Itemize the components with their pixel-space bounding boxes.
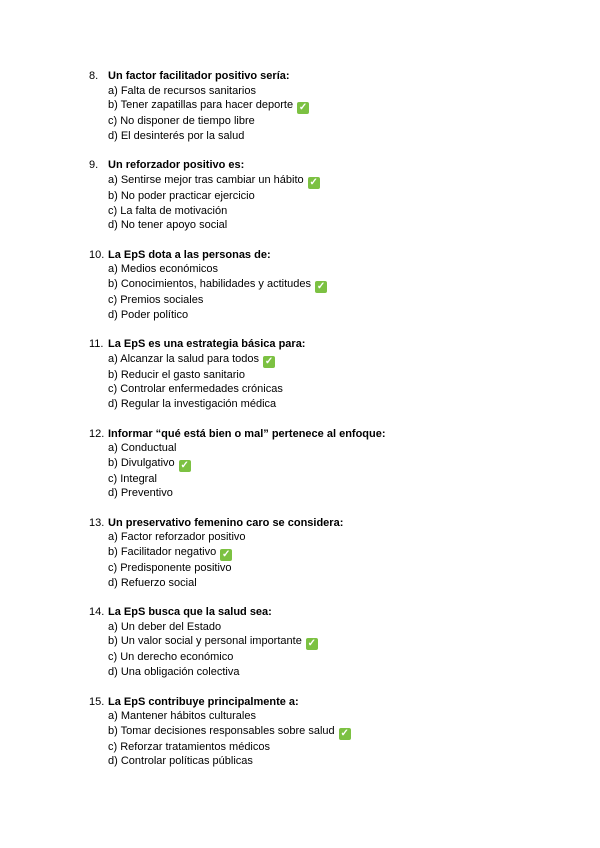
question-text: Informar “qué está bien o mal” pertenece al enfoque: bbox=[108, 427, 386, 440]
question-number: 14. bbox=[89, 606, 105, 619]
question-heading bbox=[89, 248, 559, 263]
question-heading bbox=[89, 337, 559, 352]
check-mark-icon: ✓ bbox=[307, 638, 316, 650]
answer-option bbox=[108, 293, 559, 308]
question-item bbox=[89, 695, 559, 769]
check-mark-icon: ✓ bbox=[309, 176, 318, 188]
answer-option-text: d) Poder político bbox=[108, 308, 189, 321]
question-item bbox=[89, 605, 559, 679]
answer-option bbox=[108, 665, 559, 680]
question-heading bbox=[89, 69, 559, 84]
question-item bbox=[89, 337, 559, 411]
answer-option bbox=[108, 576, 559, 591]
question-text: La EpS dota a las personas de: bbox=[108, 248, 271, 261]
answer-option bbox=[108, 382, 559, 397]
answer-option-text: b) Tener zapatillas para hacer deporte bbox=[108, 99, 294, 112]
answer-option-text: a) Sentirse mejor tras cambiar un hábito bbox=[108, 173, 304, 186]
question-item bbox=[89, 69, 559, 143]
question-number: 8. bbox=[89, 70, 99, 82]
question-number: 13. bbox=[89, 516, 105, 529]
question-text: Un preservativo femenino caro se considera: bbox=[108, 516, 344, 529]
answer-option-text: d) Refuerzo social bbox=[108, 576, 197, 589]
answer-option bbox=[108, 173, 559, 189]
question-heading bbox=[89, 516, 559, 531]
answer-option-text: d) Una obligación colectiva bbox=[108, 666, 240, 679]
answer-option bbox=[108, 308, 559, 323]
answer-option-text: c) La falta de motivación bbox=[108, 204, 228, 217]
answer-option bbox=[108, 397, 559, 412]
answer-option-text: c) Reforzar tratamientos médicos bbox=[108, 740, 270, 753]
answer-option-text: b) Divulgativo bbox=[108, 456, 175, 469]
answer-option-text: c) Controlar enfermedades crónicas bbox=[108, 383, 283, 396]
question-heading bbox=[89, 605, 559, 620]
answer-option-text: d) No tener apoyo social bbox=[108, 219, 228, 232]
answer-option-text: b) Un valor social y personal importante bbox=[108, 635, 302, 648]
check-mark-icon: ✓ bbox=[222, 549, 231, 561]
answer-option-text: d) Regular la investigación médica bbox=[108, 397, 277, 410]
answer-option bbox=[108, 98, 559, 114]
question-heading bbox=[89, 427, 559, 442]
answer-option bbox=[108, 754, 559, 769]
check-mark-icon: ✓ bbox=[316, 280, 326, 292]
answer-option-text: c) Integral bbox=[108, 472, 157, 485]
check-mark-icon: ✓ bbox=[180, 459, 189, 471]
check-mark-icon: ✓ bbox=[298, 102, 308, 114]
answer-option-text: a) Mantener hábitos culturales bbox=[108, 710, 256, 723]
question-item bbox=[89, 158, 559, 232]
answer-option bbox=[108, 368, 559, 383]
answer-option-text: a) Falta de recursos sanitarios bbox=[108, 84, 256, 97]
answer-option bbox=[108, 441, 559, 456]
answer-option bbox=[108, 114, 559, 129]
answer-option-text: a) Conductual bbox=[108, 442, 177, 455]
answer-option-text: a) Medios económicos bbox=[108, 263, 219, 276]
question-item bbox=[89, 516, 559, 590]
answer-option-text: c) No disponer de tiempo libre bbox=[108, 115, 255, 128]
answer-option-text: b) Reducir el gasto sanitario bbox=[108, 368, 245, 381]
answer-option bbox=[108, 84, 559, 99]
question-number: 10. bbox=[89, 248, 105, 261]
answer-option-text: c) Predisponente positivo bbox=[108, 562, 232, 575]
question-number: 15. bbox=[89, 695, 105, 708]
answer-option bbox=[108, 724, 559, 740]
answer-option bbox=[108, 709, 559, 724]
answer-option bbox=[108, 740, 559, 755]
answer-option-text: d) Preventivo bbox=[108, 487, 173, 500]
question-item bbox=[89, 248, 559, 322]
answer-option-text: d) Controlar políticas públicas bbox=[108, 755, 253, 768]
answer-option bbox=[108, 545, 559, 561]
answer-option bbox=[108, 189, 559, 204]
answer-option-text: a) Un deber del Estado bbox=[108, 620, 222, 633]
question-text: Un reforzador positivo es: bbox=[108, 159, 245, 172]
question-text: La EpS busca que la salud sea: bbox=[108, 606, 272, 619]
check-mark-icon: ✓ bbox=[340, 727, 349, 739]
answer-option bbox=[108, 620, 559, 635]
answer-option bbox=[108, 204, 559, 219]
answer-option-text: a) Factor reforzador positivo bbox=[108, 531, 246, 544]
answer-option bbox=[108, 129, 559, 144]
answer-option-text: b) Tomar decisiones responsables sobre salud bbox=[108, 724, 335, 737]
answer-option bbox=[108, 486, 559, 501]
answer-option bbox=[108, 650, 559, 665]
answer-option bbox=[108, 634, 559, 650]
question-item bbox=[89, 427, 559, 501]
answer-option bbox=[108, 530, 559, 545]
question-number: 12. bbox=[89, 427, 105, 440]
question-list bbox=[89, 69, 559, 784]
check-mark-icon: ✓ bbox=[264, 355, 274, 367]
answer-option-text: b) No poder practicar ejercicio bbox=[108, 189, 255, 202]
answer-option bbox=[108, 277, 559, 293]
answer-option-text: d) El desinterés por la salud bbox=[108, 129, 245, 142]
answer-option-text: b) Facilitador negativo bbox=[108, 546, 217, 559]
question-text: La EpS es una estrategia básica para: bbox=[108, 338, 306, 351]
answer-option bbox=[108, 456, 559, 472]
question-heading bbox=[89, 695, 559, 710]
question-number: 9. bbox=[89, 159, 99, 172]
answer-option bbox=[108, 352, 559, 368]
question-number: 11. bbox=[89, 338, 104, 351]
answer-option bbox=[108, 218, 559, 233]
answer-option-text: c) Un derecho económico bbox=[108, 651, 234, 664]
question-text: Un factor facilitador positivo sería: bbox=[108, 70, 290, 82]
question-heading bbox=[89, 158, 559, 173]
answer-option-text: c) Premios sociales bbox=[108, 293, 204, 306]
question-text: La EpS contribuye principalmente a: bbox=[108, 695, 299, 708]
answer-option bbox=[108, 472, 559, 487]
answer-option bbox=[108, 561, 559, 576]
answer-option-text: b) Conocimientos, habilidades y actitudes bbox=[108, 277, 312, 290]
answer-option bbox=[108, 262, 559, 277]
answer-option-text: a) Alcanzar la salud para todos bbox=[108, 352, 260, 365]
